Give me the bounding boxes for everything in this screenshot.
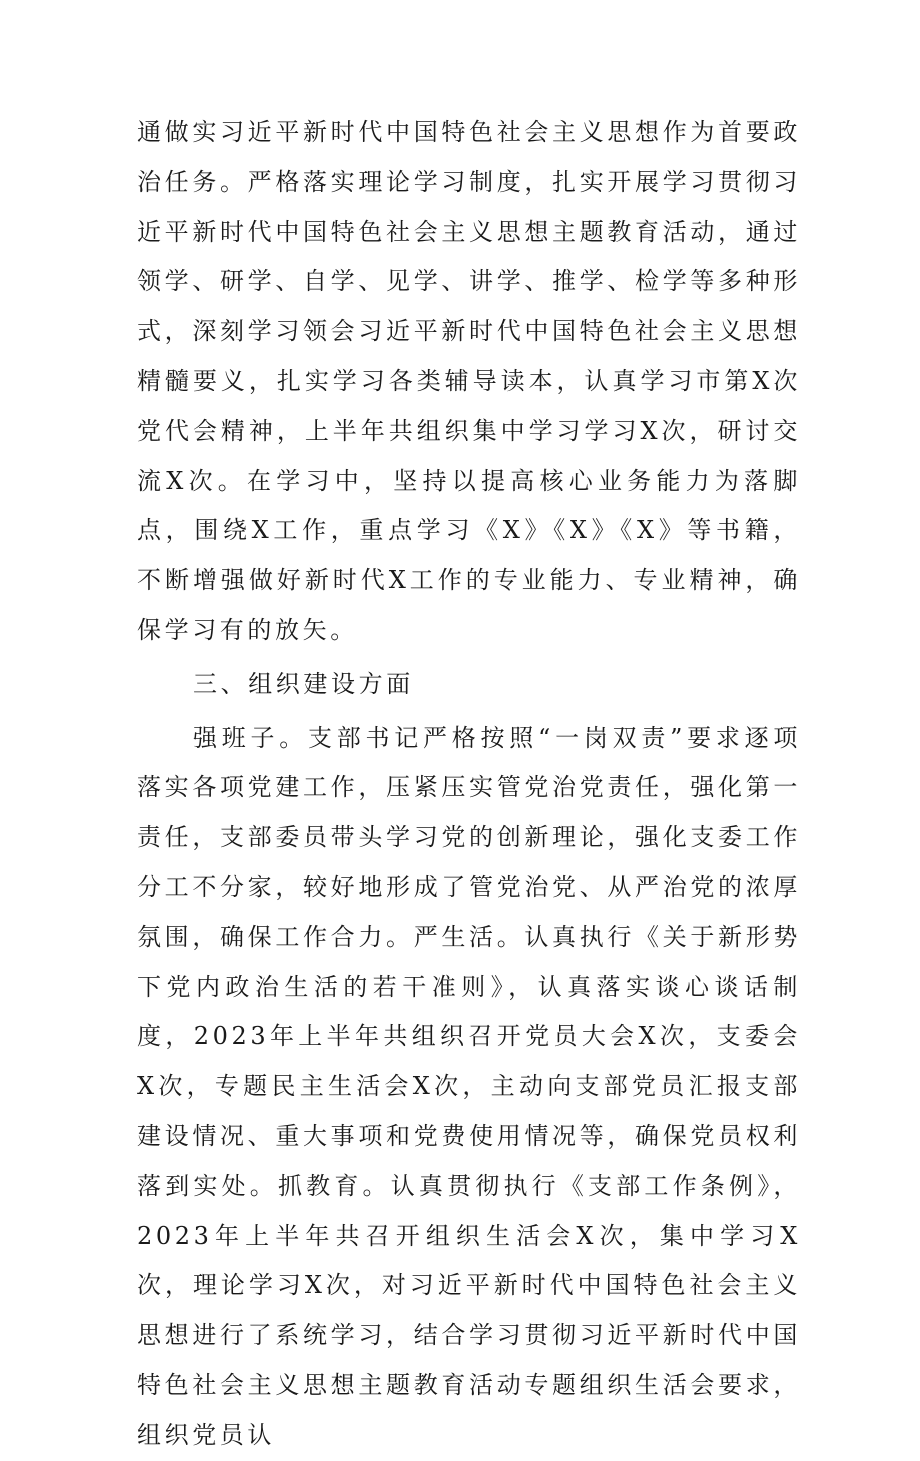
section-heading: 三、组织建设方面 — [193, 669, 414, 698]
paragraph-section3: 强班子。支部书记严格按照“一岗双责”要求逐项落实各项党建工作，压紧压实管党治党责任，强化第一责任，支部委员带头学习党的创新理论，强化支委工作分工不分家，较好地形成了管党治党、从严治党的浓厚氛围，确保工作合力。严生活。认真执行《关于新形势下党内政治生活的若干准则》，认真落实谈心谈话制度，2023年上半年共组织召开党员大会X次，支委会X次，专题民主生活会X次，主动向支部党员汇报支部建设情况、重大事项和党费使用情况等，确保党员权利落到实处。抓教育。认真贯彻执行《支部工作条例》，2023年上半年共召开组织生活会X次，集中学习X次，理论学习X次，对习近平新时代中国特色社会主义思想进行了系统学习，结合学习贯彻习近平新时代中国特色社会主义思想主题教育活动专题组织生活会要求，组织党员认 — [137, 723, 801, 1449]
paragraph-continued: 通做实习近平新时代中国特色社会主义思想作为首要政治任务。严格落实理论学习制度，扎实开展学习贯彻习近平新时代中国特色社会主义思想主题教育活动，通过领学、研学、自学、见学、讲学、推学、检学等多种形式，深刻学习领会习近平新时代中国特色社会主义思想精髓要义，扎实学习各类辅导读本，认真学习市第X次党代会精神，上半年共组织集中学习学习X次，研讨交流X次。在学习中，坚持以提高核心业务能力为落脚点，围绕X工作，重点学习《X》《X》《X》等书籍，不断增强做好新时代X工作的专业能力、专业精神，确保学习有的放矢。 — [137, 118, 801, 644]
document-body — [137, 108, 801, 1461]
